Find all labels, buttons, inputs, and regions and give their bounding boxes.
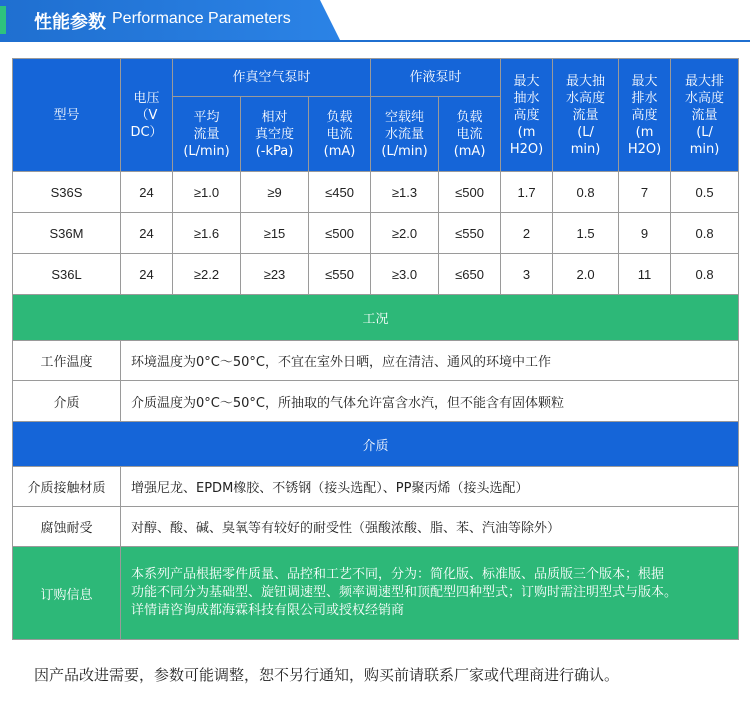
header-title-en: Performance Parameters [112, 10, 291, 27]
cell-water-flow: ≥3.0 [371, 254, 439, 295]
cell-max-discharge-flow: 0.5 [671, 172, 739, 213]
col-header-model: 型号 [13, 59, 121, 172]
col-group-liquid-pump: 作液泵时 [371, 59, 501, 97]
col-header-air-current: 负载 电流 (mA) [309, 97, 371, 172]
cell-model: S36L [13, 254, 121, 295]
cell-water-flow: ≥1.3 [371, 172, 439, 213]
col-header-max-suction-flow: 最大抽 水高度 流量 (L/ min) [553, 59, 619, 172]
cell-vacuum: ≥23 [241, 254, 309, 295]
cell-max-discharge-flow: 0.8 [671, 254, 739, 295]
condition-text: 介质温度为0°C～50°C，所抽取的气体允许富含水汽，但不能含有固体颗粒 [121, 381, 739, 422]
cell-max-suction-flow: 2.0 [553, 254, 619, 295]
cell-max-discharge-height: 11 [619, 254, 671, 295]
condition-row [13, 381, 739, 422]
medium-text: 对醇、酸、碱、臭氧等有较好的耐受性（强酸浓酸、脂、苯、汽油等除外） [121, 507, 739, 547]
col-header-vacuum: 相对 真空度 (-kPa) [241, 97, 309, 172]
order-text-line: 功能不同分为基础型、旋钮调速型、频率调速型和顶配型四种型式；订购时需注明型式与版本。 [131, 585, 678, 600]
table-row [13, 172, 739, 213]
header-title-cn: 性能参数 [34, 12, 106, 33]
col-header-voltage: 电压 （V DC） [121, 59, 173, 172]
order-text-line: 本系列产品根据零件质量、品控和工艺不同，分为：简化版、标准版、品质版三个版本；根据 [131, 567, 665, 582]
condition-label: 介质 [13, 381, 121, 422]
medium-label: 介质接触材质 [13, 467, 121, 507]
section-title-medium: 介质 [13, 422, 739, 467]
cell-max-discharge-height: 7 [619, 172, 671, 213]
cell-max-discharge-height: 9 [619, 213, 671, 254]
cell-max-suction-height: 2 [501, 213, 553, 254]
cell-air-current: ≤450 [309, 172, 371, 213]
col-header-liquid-current: 负载 电流 (mA) [439, 97, 501, 172]
cell-max-suction-flow: 1.5 [553, 213, 619, 254]
header-divider [0, 40, 750, 42]
order-row [13, 547, 739, 640]
condition-row [13, 341, 739, 381]
cell-liquid-current: ≤550 [439, 213, 501, 254]
header-accent-mark [0, 6, 6, 34]
col-header-max-discharge-flow: 最大排 水高度 流量 (L/ min) [671, 59, 739, 172]
performance-table [12, 58, 739, 640]
cell-voltage: 24 [121, 254, 173, 295]
medium-text: 增强尼龙、EPDM橡胶、不锈钢（接头选配）、PP聚丙烯（接头选配） [121, 467, 739, 507]
cell-air-flow: ≥1.6 [173, 213, 241, 254]
order-label: 订购信息 [13, 547, 121, 640]
medium-row [13, 507, 739, 547]
section-title-conditions: 工况 [13, 295, 739, 341]
table-row [13, 213, 739, 254]
footnote: 因产品改进需要，参数可能调整，恕不另行通知，购买前请联系厂家或代理商进行确认。 [34, 666, 620, 684]
col-header-air-flow: 平均 流量 (L/min) [173, 97, 241, 172]
cell-air-flow: ≥2.2 [173, 254, 241, 295]
cell-max-suction-flow: 0.8 [553, 172, 619, 213]
col-header-max-discharge-height: 最大 排水 高度 (m H2O) [619, 59, 671, 172]
cell-water-flow: ≥2.0 [371, 213, 439, 254]
cell-liquid-current: ≤650 [439, 254, 501, 295]
condition-text: 环境温度为0°C～50°C，不宜在室外日晒，应在清洁、通风的环境中工作 [121, 341, 739, 381]
order-text-line: 详情请咨询成都海霖科技有限公司或授权经销商 [131, 603, 405, 618]
order-text [121, 547, 739, 640]
col-header-water-flow: 空载纯 水流量 (L/min) [371, 97, 439, 172]
medium-label: 腐蚀耐受 [13, 507, 121, 547]
medium-row [13, 467, 739, 507]
cell-model: S36S [13, 172, 121, 213]
cell-max-suction-height: 1.7 [501, 172, 553, 213]
cell-model: S36M [13, 213, 121, 254]
cell-max-suction-height: 3 [501, 254, 553, 295]
cell-vacuum: ≥9 [241, 172, 309, 213]
col-header-max-suction-height: 最大 抽水 高度 (m H2O) [501, 59, 553, 172]
cell-liquid-current: ≤500 [439, 172, 501, 213]
cell-vacuum: ≥15 [241, 213, 309, 254]
col-group-air-pump: 作真空气泵时 [173, 59, 371, 97]
cell-air-current: ≤500 [309, 213, 371, 254]
cell-max-discharge-flow: 0.8 [671, 213, 739, 254]
cell-voltage: 24 [121, 172, 173, 213]
table-row [13, 254, 739, 295]
cell-air-flow: ≥1.0 [173, 172, 241, 213]
section-header [0, 0, 750, 40]
cell-voltage: 24 [121, 213, 173, 254]
condition-label: 工作温度 [13, 341, 121, 381]
cell-air-current: ≤550 [309, 254, 371, 295]
